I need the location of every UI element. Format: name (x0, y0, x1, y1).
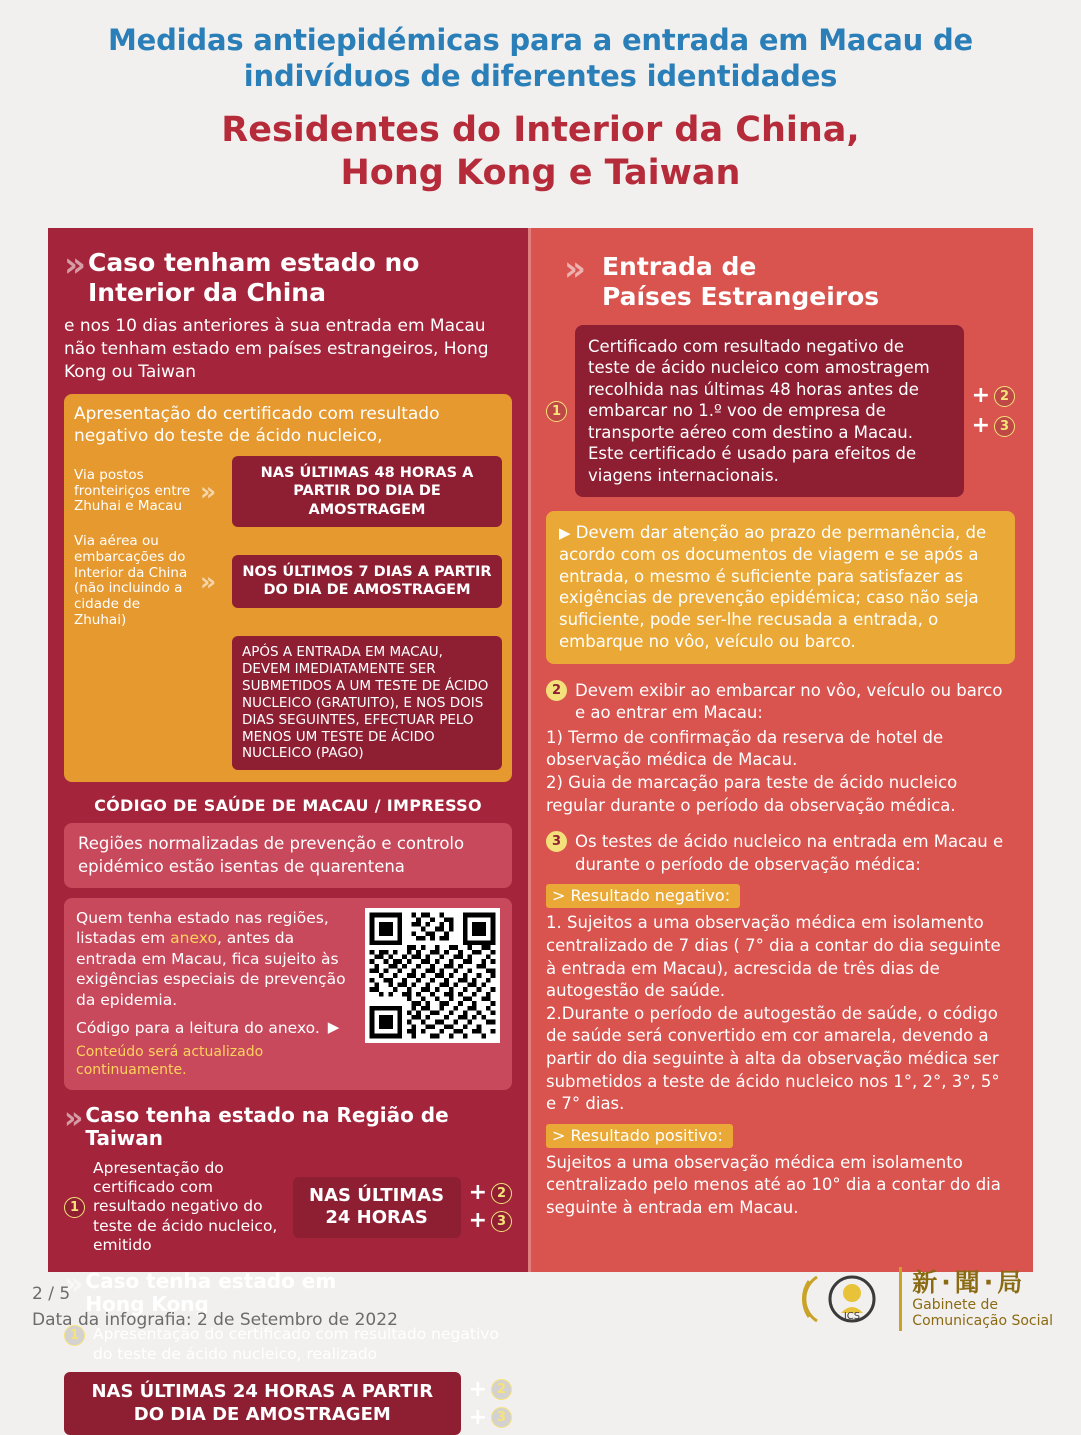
plus-icon: + (971, 413, 990, 439)
svg-text:ICS: ICS (844, 1311, 861, 1322)
mainland-heading-line1: Caso tenham estado no (87, 248, 420, 277)
negative-result-line1: 1. Sujeitos a uma observação médica em isolamento centralizado de 7 dias ( 7° dia a contar do dia seguinte à entrada em Macau), acrescida de três dias de autogestão de saúde. (546, 913, 1001, 1001)
foreign-item2-line2: 2) Guia de marcação para teste de ácido nucleico regular durante o período da observação médica. (546, 773, 958, 815)
taiwan-timeframe-box (293, 1177, 461, 1238)
mainland-row-1-label: Via postos fronteiriços entre Zhuhai e Macau (74, 466, 191, 515)
hongkong-timeframe-box (64, 1372, 461, 1435)
logo-text-pt-line1: Gabinete de (912, 1297, 999, 1314)
page-subtitle-line1: Residentes do Interior da China, (221, 109, 860, 150)
mainland-heading (88, 248, 420, 307)
page-title-line1: Medidas antiepidémicas para a entrada em Macau de (108, 23, 973, 57)
play-triangle-icon: ▶ (327, 1018, 340, 1037)
mainland-row-1-value: NAS ÚLTIMAS 48 HORAS A PARTIR DO DIA DE AMOSTRAGEM (232, 456, 502, 526)
hongkong-timeframe-row (64, 1372, 512, 1435)
hongkong-plus-badges (468, 1376, 512, 1430)
infographic-date: Data da infografia: 2 de Setembro de 2022 (32, 1309, 398, 1330)
taiwan-timeframe-line1: NAS ÚLTIMAS (309, 1184, 445, 1206)
logo-text (912, 1269, 1053, 1330)
badge-3: 3 (546, 831, 567, 852)
annex-update-note: Conteúdo será actualizado continuamente. (76, 1043, 264, 1079)
hongkong-timeframe-line2: DO DIA DE AMOSTRAGEM (133, 1403, 391, 1425)
hongkong-heading-line2: Hong Kong (85, 1292, 209, 1317)
page-title-line2: indivíduos de diferentes identidades (243, 59, 838, 94)
foreign-item2-block (546, 680, 1015, 818)
health-code-label: CÓDIGO DE SAÚDE DE MACAU / IMPRESSO (94, 796, 482, 816)
badge-2: 2 (491, 1183, 512, 1204)
foreign-item1-text: Certificado com resultado negativo de teste de ácido nucleico com amostragem recolhida nas últimas 48 horas antes de embarcar no 1.º voo de empresa de transporte aéreo com destino a Macau. Este certificado é usado para efeitos de viagens internacionais. (575, 325, 964, 497)
normalized-regions-note: Regiões normalizadas de prevenção e controlo epidémico estão isentas de quarentena (64, 823, 512, 888)
taiwan-requirement-row (64, 1159, 512, 1256)
mainland-row-2 (74, 534, 502, 630)
badge-2: 2 (491, 1379, 512, 1400)
mainland-body: e nos 10 dias anteriores à sua entrada em Macau não tenham estado em países estrangeiros, Hong Kong ou Taiwan (64, 316, 489, 382)
badge-1: 1 (64, 1197, 85, 1218)
foreign-item1-row (546, 325, 1015, 497)
stay-period-note-text: Devem dar atenção ao prazo de permanência, de acordo com os documentos de viagem e se após a entrada, o mesmo é suficiente para satisfazer as exigências de prevenção epidémica; caso não seja suficiente, pode ser-lhe recusada a entrada, o embarque no vôo, veículo ou barco. (559, 523, 987, 651)
mainland-certificate-group (64, 394, 512, 783)
chevron-right-icon: » (564, 249, 578, 289)
page-subtitle (40, 109, 1041, 197)
mainland-certificate-title: Apresentação do certificado com resultado negativo do teste de ácido nucleico, (74, 403, 440, 446)
badge-3: 3 (491, 1211, 512, 1232)
page-number: 2 / 5 (32, 1284, 71, 1304)
positive-result-line1: Sujeitos a uma observação médica em isolamento centralizado pelo menos até ao 10° dia a contar do dia seguinte à entrada em Macau. (546, 1152, 1001, 1217)
mainland-row-1 (74, 456, 502, 526)
chevron-right-icon: » (64, 1100, 76, 1136)
right-panel (528, 228, 1033, 1272)
logo-mark-icon (797, 1267, 889, 1331)
qr-code[interactable] (365, 908, 500, 1043)
taiwan-requirement-text: Apresentação do certificado com resultado negativo do teste de ácido nucleico, emitido (93, 1158, 278, 1255)
foreign-heading-line2: Países Estrangeiros (601, 281, 880, 311)
plus-icon: + (468, 1404, 487, 1430)
chevron-right-icon: » (64, 1266, 76, 1302)
taiwan-timeframe-line2: 24 HORAS (325, 1207, 428, 1229)
taiwan-heading-line2: Taiwan (85, 1126, 164, 1151)
badge-1: 1 (546, 401, 567, 422)
badge-3: 3 (491, 1407, 512, 1428)
header (0, 0, 1081, 196)
page-subtitle-line2: Hong Kong e Taiwan (340, 153, 741, 194)
badge-2: 2 (994, 386, 1015, 407)
page-title (40, 22, 1041, 95)
mainland-section-header (64, 245, 512, 307)
chevron-right-icon: » (200, 566, 211, 596)
plus-icon: + (468, 1376, 487, 1402)
foreign-item2-line1: 1) Termo de confirmação da reserva de hotel de observação médica de Macau. (546, 727, 944, 770)
stay-period-note (546, 511, 1015, 664)
positive-result-tag: > Resultado positivo: (546, 1124, 733, 1148)
hongkong-heading-line1: Caso tenha estado em (85, 1268, 337, 1293)
badge-3: 3 (994, 416, 1015, 437)
badge-1: 1 (64, 1325, 85, 1346)
hongkong-requirement-text: Apresentação do certificado com resultado negativo do teste de ácido nucleico, realizado (93, 1324, 499, 1363)
taiwan-plus-badges (469, 1182, 512, 1232)
mainland-heading-line2: Interior da China (87, 277, 326, 307)
foreign-heading-line1: Entrada de (601, 252, 757, 281)
foreign-item3-intro: Os testes de ácido nucleico na entrada em Macau e durante o período de observação médica: (575, 832, 1004, 874)
taiwan-heading (85, 1104, 448, 1151)
plus-icon: + (468, 1208, 487, 1234)
foreign-heading (602, 252, 879, 311)
plus-icon: + (468, 1180, 487, 1206)
gcs-logo (797, 1267, 1053, 1331)
negative-result-tag: > Resultado negativo: (546, 884, 740, 908)
annex-text-part1: Quem tenha estado nas regiões, listadas em (76, 908, 329, 948)
chevron-right-icon: » (200, 477, 211, 506)
annex-text (76, 908, 355, 1080)
hongkong-timeframe-line1: NAS ÚLTIMAS 24 HORAS A PARTIR (91, 1381, 434, 1403)
foreign-item1-plus-badges (972, 385, 1015, 437)
footer (32, 1282, 398, 1333)
taiwan-heading-line1: Caso tenha estado na Região de (85, 1102, 449, 1127)
negative-result-line2: 2.Durante o período de autogestão de saúde, o código de saúde será convertido em cor amarela, devendo a partir do dia seguinte à alta da observação médica ser submetidos a teste de ácido nucleico nos 1°, 2°, 3°, 5° e 7° dias. (546, 1003, 1000, 1114)
logo-text-pt-line2: Comunicação Social (912, 1313, 1053, 1330)
play-triangle-icon: ▶ (559, 524, 571, 543)
annex-qr-caption: Código para a leitura do anexo. (76, 1019, 320, 1038)
logo-divider (899, 1267, 902, 1331)
foreign-section-header (564, 249, 1015, 311)
mainland-row-3 (74, 636, 502, 770)
chevron-right-icon: » (64, 245, 78, 285)
mainland-row-2-label: Via aérea ou embarcações do Interior da China (não incluindo a cidade de Zhuhai) (74, 532, 188, 629)
logo-text-cn: 新·聞·局 (912, 1267, 1027, 1297)
mainland-row-2-value: NOS ÚLTIMOS 7 DIAS A PARTIR DO DIA DE AMOSTRAGEM (232, 555, 502, 607)
annex-qr-block (64, 898, 512, 1090)
plus-icon: + (971, 383, 990, 409)
foreign-item2-intro: Devem exibir ao embarcar no vôo, veículo ou barco e ao entrar em Macau: (575, 680, 1003, 723)
mainland-row-3-value: APÓS A ENTRADA EM MACAU, DEVEM IMEDIATAMENTE SER SUBMETIDOS A UM TESTE DE ÁCIDO NUCLEICO (GRATUITO), E NOS DOIS DIAS SEGUINTES, EFECTUAR PELO MENOS UM TESTE DE ÁCIDO NUCLEICO (PAGO) (232, 636, 502, 770)
taiwan-section-header (64, 1100, 512, 1151)
foreign-item3-block (546, 831, 1015, 1219)
annex-link[interactable]: anexo (170, 929, 217, 948)
badge-2: 2 (546, 680, 567, 701)
annex-text-part2: , antes da entrada em Macau, fica sujeito às exigências especiais de prevenção da epidemia. (76, 929, 346, 1009)
